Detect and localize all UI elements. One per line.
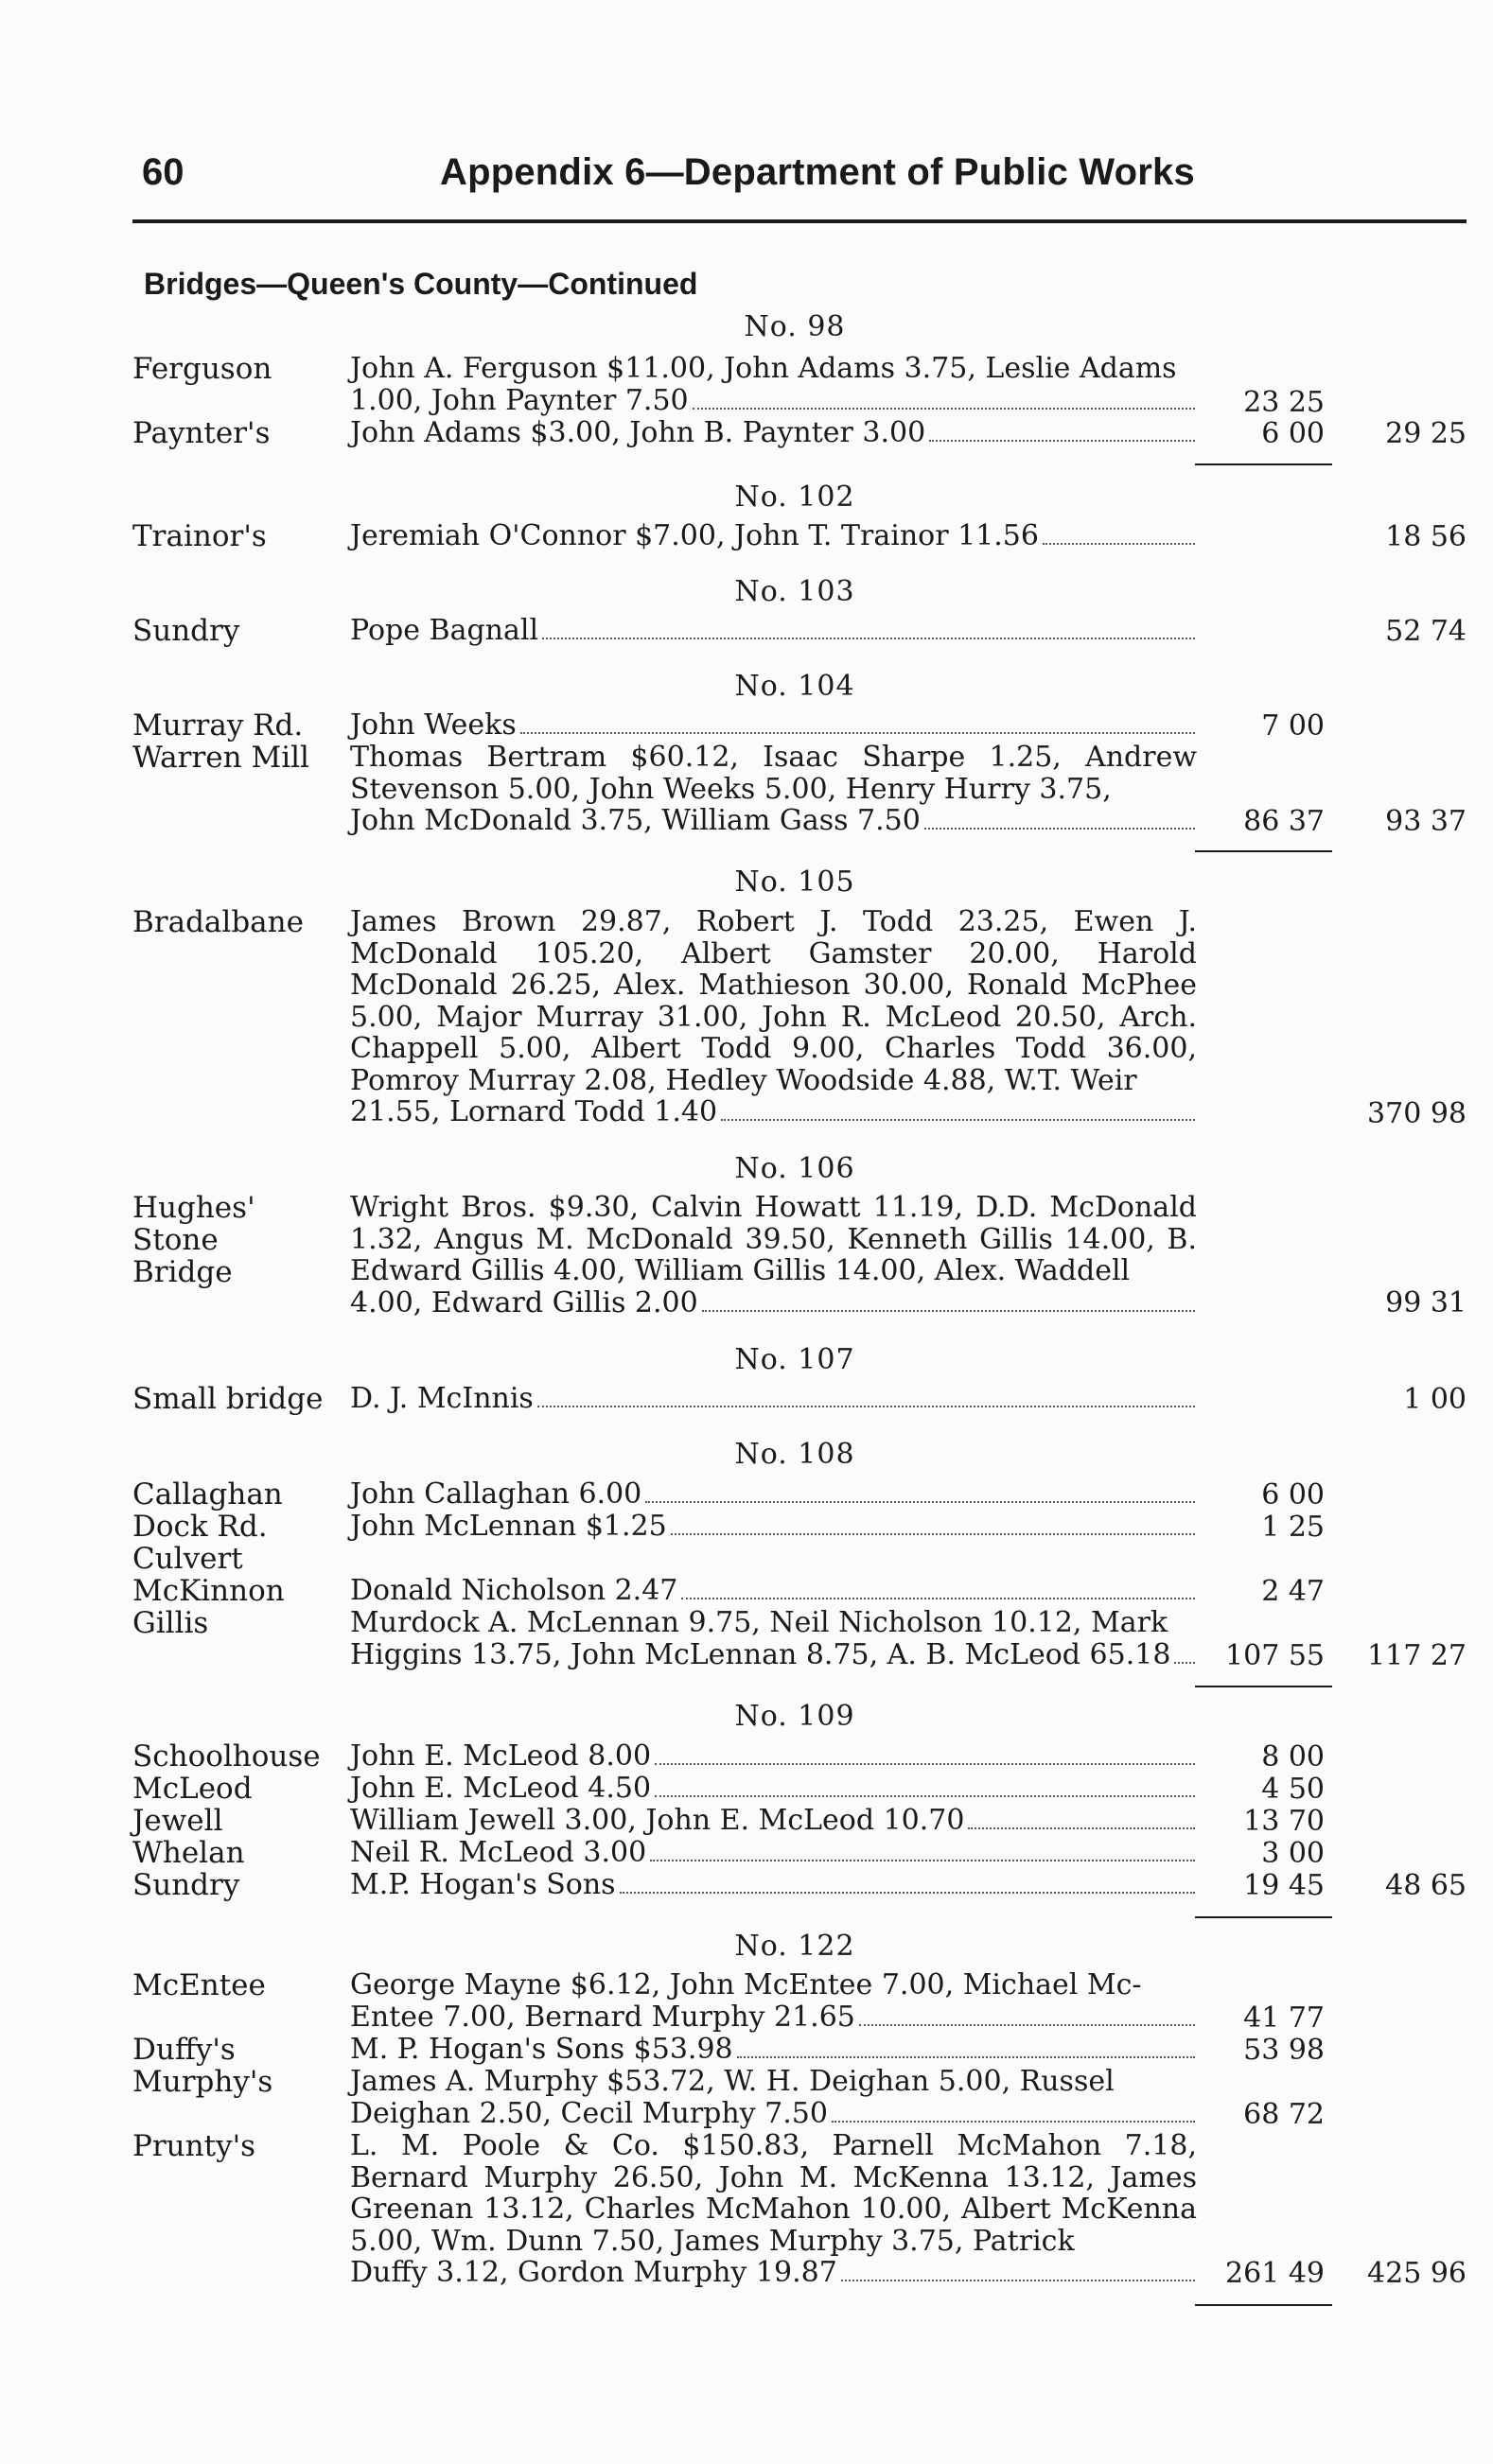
entry-text-duffy-line: M. P. Hogan's Sons $53.98 — [350, 2033, 733, 2066]
dot-leader — [702, 1309, 1195, 1312]
entry-leader-murphy — [350, 2098, 1197, 2130]
bridge-label-hughes: Hughes' — [132, 1191, 255, 1225]
entry-text-trainor-line: Jeremiah O'Connor $7.00, John T. Trainor 11.56 — [350, 519, 1039, 552]
entry-text-dock-rd — [350, 1511, 1197, 1543]
entry-text-warren-last: John McDonald 3.75, William Gass 7.50 — [350, 804, 921, 837]
entry-text-sundry-103-line: Pope Bagnall — [350, 614, 539, 647]
subtotal-rule-98 — [1195, 463, 1332, 465]
amount-warren-mill: 86 37 — [1243, 805, 1325, 838]
bridge-label-mcentee: McEntee — [132, 1968, 266, 2002]
subtotal-rule-122 — [1195, 2304, 1332, 2306]
dot-leader — [655, 1762, 1195, 1765]
bridge-label-trainor: Trainor's — [132, 519, 267, 553]
entry-leader-gillis — [350, 1639, 1197, 1671]
bridge-label-hughes-bridge: Bridge — [132, 1255, 233, 1289]
amount-mcentee: 41 77 — [1243, 2001, 1325, 2035]
bridge-label-mckinnon: McKinnon — [132, 1574, 285, 1608]
entry-text-bradalbane-last: 21.55, Lornard Todd 1.40 — [350, 1095, 718, 1128]
total-109: 48 65 — [1385, 1869, 1467, 1902]
entry-text-ferguson — [350, 353, 1197, 416]
bridge-label-prunty: Prunty's — [132, 2129, 256, 2163]
entry-leader-trainor — [350, 520, 1197, 552]
bridge-label-whelan: Whelan — [132, 1836, 245, 1870]
amount-whelan: 3 00 — [1261, 1837, 1325, 1870]
entry-text-mcleod-line: John E. McLeod 4.50 — [350, 1772, 652, 1805]
entry-leader-warren-mill — [350, 805, 1197, 837]
group-heading-102: No. 102 — [734, 481, 855, 514]
group-heading-122: No. 122 — [734, 1930, 855, 1963]
entry-text-bradalbane-main: James Brown 29.87, Robert J. Todd 23.25, Ewen J. McDonald 105.20, Albert Gamster 20.00, Harold McDonald 26.25, Alex. Mathieson 30.00, Ronald McPhee 5.00, Major Murray 31.00, John R. McLeod 20.50, Arch. Chappell 5.00, Albert Todd 9.00, Charles Todd 36.00, Pomroy Murray 2.08, Hedley Woodside 4.88, W.T. Weir — [350, 905, 1197, 1097]
dot-leader — [968, 1826, 1195, 1829]
header-rule — [132, 219, 1467, 223]
subtotal-rule-109 — [1195, 1916, 1332, 1918]
entry-text-bradalbane — [350, 906, 1197, 1128]
total-122: 425 96 — [1367, 2257, 1467, 2290]
bridge-label-murray-rd: Murray Rd. — [132, 708, 304, 743]
bridge-label-small-bridge: Small bridge — [132, 1382, 324, 1416]
group-heading-106: No. 106 — [734, 1152, 855, 1185]
entry-text-ferguson-last: 1.00, John Paynter 7.50 — [350, 383, 689, 417]
dot-leader — [645, 1500, 1195, 1503]
total-104: 93 37 — [1385, 805, 1467, 838]
entry-text-ferguson-main: John A. Ferguson $11.00, John Adams 3.75, Leslie Adams — [350, 352, 1177, 385]
total-106: 99 31 — [1385, 1286, 1467, 1319]
amount-paynter: 6 00 — [1261, 417, 1325, 450]
entry-text-mcentee-main: George Mayne $6.12, John McEntee 7.00, Michael Mc- — [350, 1968, 1142, 2001]
entry-leader-mckinnon — [350, 1575, 1197, 1607]
total-102: 18 56 — [1385, 520, 1467, 553]
dot-leader — [929, 439, 1195, 442]
total-108: 117 27 — [1367, 1639, 1467, 1672]
dot-leader — [620, 1891, 1195, 1894]
dot-leader — [681, 1597, 1195, 1599]
entry-text-sundry-109-line: M.P. Hogan's Sons — [350, 1868, 616, 1901]
entry-text-mckinnon-line: Donald Nicholson 2.47 — [350, 1574, 678, 1607]
bridge-label-warren-mill: Warren Mill — [132, 741, 309, 775]
entry-text-prunty-main: L. M. Poole & Co. $150.83, Parnell McMahon 7.18, Bernard Murphy 26.50, John M. McKenna 13.12, James Greenan 13.12, Charles McMahon 10.00, Albert McKenna 5.00, Wm. Dunn 7.50, James Murphy 3.75, Patrick — [350, 2129, 1197, 2258]
amount-callaghan: 6 00 — [1261, 1478, 1325, 1512]
entry-text-prunty-last: Duffy 3.12, Gordon Murphy 19.87 — [350, 2256, 837, 2289]
entry-leader-duffy — [350, 2034, 1197, 2066]
entry-text-paynter — [350, 417, 1197, 449]
section-title: Bridges—Queen's County—Continued — [144, 267, 698, 301]
entry-leader-sundry-103 — [350, 615, 1197, 647]
bridge-label-sundry-109: Sundry — [132, 1868, 240, 1902]
group-heading-109: No. 109 — [734, 1700, 855, 1733]
entry-leader-paynter — [350, 417, 1197, 449]
entry-text-mckinnon — [350, 1575, 1197, 1607]
entry-text-mcentee-last: Entee 7.00, Bernard Murphy 21.65 — [350, 2000, 855, 2034]
entry-leader-schoolhouse — [350, 1740, 1197, 1773]
subtotal-rule-108 — [1195, 1686, 1332, 1687]
entry-text-murphy-main: James A. Murphy $53.72, W. H. Deighan 5.00, Russel — [350, 2065, 1115, 2098]
bridge-label-dock-rd: Dock Rd. — [132, 1510, 268, 1544]
bridge-label-schoolhouse: Schoolhouse — [132, 1739, 321, 1774]
entry-leader-dock-rd — [350, 1511, 1197, 1543]
group-heading-103: No. 103 — [734, 575, 855, 608]
entry-text-murray-rd-line: John Weeks — [350, 708, 517, 742]
dot-leader — [671, 1532, 1195, 1535]
entry-text-callaghan — [350, 1478, 1197, 1511]
entry-text-warren-main: Thomas Bertram $60.12, Isaac Sharpe 1.25, Andrew Stevenson 5.00, John Weeks 5.00, Henry Hurry 3.75, — [350, 741, 1197, 806]
total-103: 52 74 — [1385, 615, 1467, 648]
dot-leader — [542, 637, 1195, 639]
bridge-label-sundry-103: Sundry — [132, 614, 240, 648]
bridge-label-jewell: Jewell — [132, 1804, 223, 1838]
entry-text-murphy-last: Deighan 2.50, Cecil Murphy 7.50 — [350, 2096, 828, 2130]
entry-leader-prunty — [350, 2257, 1197, 2289]
entry-leader-mcleod — [350, 1773, 1197, 1805]
dot-leader — [693, 407, 1195, 410]
entry-text-murray-rd — [350, 709, 1197, 742]
amount-dock-rd: 1 25 — [1261, 1511, 1325, 1544]
entry-text-whelan — [350, 1837, 1197, 1869]
bridge-label-paynter: Paynter's — [132, 416, 271, 450]
bridge-label-hughes-stone: Stone — [132, 1223, 219, 1257]
amount-schoolhouse: 8 00 — [1261, 1740, 1325, 1774]
amount-murray-rd: 7 00 — [1261, 709, 1325, 743]
bridge-label-murphy: Murphy's — [132, 2065, 273, 2099]
entry-leader-ferguson — [350, 385, 1197, 417]
total-107: 1 00 — [1403, 1383, 1467, 1416]
group-heading-108: No. 108 — [734, 1438, 855, 1471]
total-98: 29 25 — [1385, 417, 1467, 450]
entry-leader-murray-rd — [350, 709, 1197, 742]
group-heading-107: No. 107 — [734, 1343, 855, 1376]
entry-text-callaghan-line: John Callaghan 6.00 — [350, 1477, 642, 1511]
entry-leader-jewell — [350, 1805, 1197, 1837]
dot-leader — [650, 1859, 1195, 1861]
entry-text-duffy — [350, 2034, 1197, 2066]
dot-leader — [1043, 542, 1195, 545]
group-heading-105: No. 105 — [734, 865, 855, 899]
page-title: Appendix 6—Department of Public Works — [440, 151, 1195, 193]
entry-text-jewell-line: William Jewell 3.00, John E. McLeod 10.70 — [350, 1804, 965, 1837]
entry-text-gillis — [350, 1607, 1197, 1670]
amount-prunty: 261 49 — [1225, 2257, 1325, 2290]
dot-leader — [520, 731, 1195, 734]
entry-text-warren-mill — [350, 742, 1197, 837]
entry-leader-whelan — [350, 1837, 1197, 1869]
group-heading-104: No. 104 — [734, 670, 855, 703]
dot-leader — [721, 1118, 1195, 1121]
bridge-label-duffy: Duffy's — [132, 2033, 236, 2067]
entry-leader-small-bridge — [350, 1383, 1197, 1415]
dot-leader — [859, 2023, 1195, 2026]
entry-text-mcleod — [350, 1773, 1197, 1805]
dot-leader — [655, 1794, 1195, 1797]
entry-text-sundry-103 — [350, 615, 1197, 647]
subtotal-rule-104 — [1195, 850, 1332, 852]
bridge-label-dock-culvert: Culvert — [132, 1542, 243, 1576]
amount-mcleod: 4 50 — [1261, 1773, 1325, 1806]
entry-text-jewell — [350, 1805, 1197, 1837]
bridge-label-ferguson: Ferguson — [132, 352, 272, 386]
bridge-label-callaghan: Callaghan — [132, 1477, 283, 1512]
page-number: 60 — [142, 151, 184, 193]
bridge-label-mcleod: McLeod — [132, 1772, 253, 1806]
entry-text-sundry-109 — [350, 1869, 1197, 1901]
entry-text-dock-rd-line: John McLennan $1.25 — [350, 1510, 667, 1543]
entry-text-murphy — [350, 2066, 1197, 2129]
total-105: 370 98 — [1367, 1097, 1467, 1130]
entry-leader-sundry-109 — [350, 1869, 1197, 1901]
entry-text-schoolhouse-line: John E. McLeod 8.00 — [350, 1739, 652, 1773]
amount-ferguson: 23 25 — [1243, 386, 1325, 419]
dot-leader — [841, 2279, 1195, 2281]
entry-text-whelan-line: Neil R. McLeod 3.00 — [350, 1836, 647, 1869]
dot-leader — [537, 1405, 1195, 1407]
entry-text-mcentee — [350, 1969, 1197, 2033]
entry-text-hughes-main: Wright Bros. $9.30, Calvin Howatt 11.19, D.D. McDonald 1.32, Angus M. McDonald 39.50, Kenneth Gillis 14.00, B. Edward Gillis 4.00, William Gillis 14.00, Alex. Waddell — [350, 1191, 1197, 1287]
entry-leader-callaghan — [350, 1478, 1197, 1511]
entry-text-gillis-last: Higgins 13.75, John McLennan 8.75, A. B. McLeod 65.18 — [350, 1637, 1171, 1671]
entry-text-paynter-line: John Adams $3.00, John B. Paynter 3.00 — [350, 416, 926, 449]
entry-text-prunty — [350, 2130, 1197, 2289]
entry-text-trainor — [350, 520, 1197, 552]
amount-sundry-109: 19 45 — [1243, 1869, 1325, 1902]
entry-leader-bradalbane — [350, 1096, 1197, 1128]
entry-text-small-bridge-line: D. J. McInnis — [350, 1382, 534, 1415]
bridge-label-bradalbane: Bradalbane — [132, 905, 304, 939]
entry-text-small-bridge — [350, 1383, 1197, 1415]
dot-leader — [832, 2120, 1195, 2123]
entry-leader-hughes — [350, 1287, 1197, 1319]
amount-jewell: 13 70 — [1243, 1805, 1325, 1838]
entry-leader-mcentee — [350, 2001, 1197, 2034]
entry-text-schoolhouse — [350, 1740, 1197, 1773]
dot-leader — [924, 827, 1195, 830]
amount-duffy: 53 98 — [1243, 2034, 1325, 2067]
amount-murphy: 68 72 — [1243, 2098, 1325, 2131]
entry-text-gillis-main: Murdock A. McLennan 9.75, Neil Nicholson 10.12, Mark — [350, 1606, 1168, 1639]
group-heading-98: No. 98 — [744, 310, 846, 343]
amount-gillis: 107 55 — [1225, 1639, 1325, 1672]
entry-text-hughes-last: 4.00, Edward Gillis 2.00 — [350, 1285, 698, 1319]
bridge-label-gillis: Gillis — [132, 1606, 209, 1640]
entry-text-hughes — [350, 1192, 1197, 1319]
dot-leader — [737, 2055, 1195, 2058]
amount-mckinnon: 2 47 — [1261, 1575, 1325, 1608]
